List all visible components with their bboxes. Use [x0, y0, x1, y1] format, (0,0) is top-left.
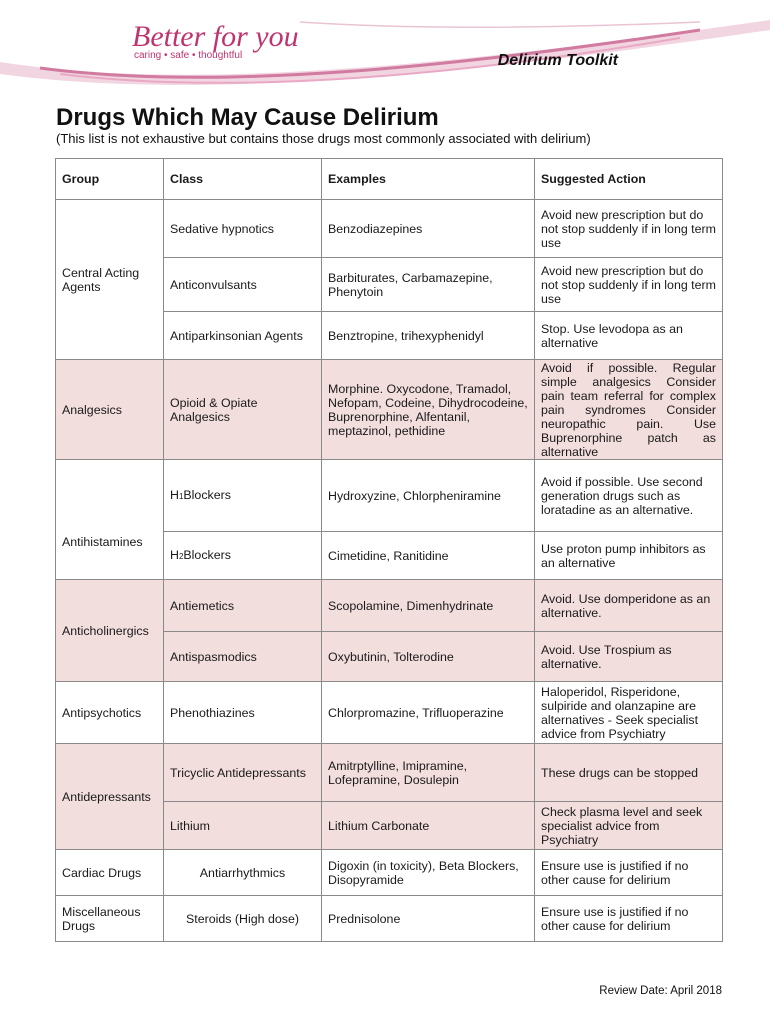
- logo: Better for you: [132, 20, 299, 53]
- group-cell: Cardiac Drugs: [56, 850, 164, 896]
- class-cell: Opioid & Opiate Analgesics: [164, 360, 322, 460]
- group-cell: Central Acting Agents: [56, 200, 164, 360]
- action-cell: Check plasma level and seek specialist advice from Psychiatry: [535, 802, 723, 850]
- class-subscript: 1: [178, 491, 184, 501]
- action-cell: Avoid. Use domperidone as an alternative.: [535, 580, 723, 632]
- class-cell: Anticonvulsants: [164, 258, 322, 312]
- action-cell: Avoid if possible. Use second generation drugs such as loratadine as an alternative.: [535, 460, 723, 532]
- group-cell: Antihistamines: [56, 460, 164, 580]
- examples-cell: Digoxin (in toxicity), Beta Blockers, Disopyramide: [322, 850, 535, 896]
- group-cell: Anticholinergics: [56, 580, 164, 682]
- header-banner: [0, 0, 770, 90]
- class-cell: [164, 460, 322, 532]
- class-cell: Lithium: [164, 802, 322, 850]
- header-swoosh: [0, 0, 770, 90]
- group-cell: Antidepressants: [56, 744, 164, 850]
- drug-table: [55, 158, 723, 942]
- class-suffix: Blockers: [183, 487, 231, 502]
- page-subtitle: (This list is not exhaustive but contains those drugs most commonly associated with delirium): [56, 131, 591, 146]
- table-row: [56, 200, 723, 258]
- table-row: [56, 580, 723, 632]
- action-cell: Use proton pump inhibitors as an alternative: [535, 532, 723, 580]
- table-header-row: [56, 159, 723, 200]
- action-cell: These drugs can be stopped: [535, 744, 723, 802]
- action-cell: Avoid new prescription but do not stop suddenly if in long term use: [535, 258, 723, 312]
- action-cell: Stop. Use levodopa as an alternative: [535, 312, 723, 360]
- examples-cell: Scopolamine, Dimenhydrinate: [322, 580, 535, 632]
- class-prefix: H: [170, 487, 179, 502]
- examples-cell: Lithium Carbonate: [322, 802, 535, 850]
- action-cell: Ensure use is justified if no other cause for delirium: [535, 896, 723, 942]
- examples-cell: Oxybutinin, Tolterodine: [322, 632, 535, 682]
- class-cell: Antiparkinsonian Agents: [164, 312, 322, 360]
- action-cell: Ensure use is justified if no other cause for delirium: [535, 850, 723, 896]
- header-action: Suggested Action: [535, 159, 723, 200]
- examples-cell: Benztropine, trihexyphenidyl: [322, 312, 535, 360]
- action-cell: Avoid. Use Trospium as alternative.: [535, 632, 723, 682]
- group-cell: Antipsychotics: [56, 682, 164, 744]
- examples-cell: Cimetidine, Ranitidine: [322, 532, 535, 580]
- toolkit-label: Delirium Toolkit: [497, 52, 618, 69]
- examples-cell: Hydroxyzine, Chlorpheniramine: [322, 460, 535, 532]
- action-cell: Avoid if possible. Regular simple analgesics Consider pain team referral for complex pain syndromes Consider neuropathic pain. Use Buprenorphine patch as alternative: [535, 360, 723, 460]
- group-cell: Analgesics: [56, 360, 164, 460]
- examples-cell: Morphine. Oxycodone, Tramadol, Nefopam, Codeine, Dihydrocodeine, Buprenorphine, Alfentanil, meptazinol, pethidine: [322, 360, 535, 460]
- class-prefix: H: [170, 547, 179, 562]
- logo-tagline: caring • safe • thoughtful: [134, 50, 243, 61]
- table-row: [56, 682, 723, 744]
- review-date: Review Date: April 2018: [599, 985, 722, 997]
- class-cell: Antiemetics: [164, 580, 322, 632]
- class-suffix: Blockers: [183, 547, 231, 562]
- header-group: Group: [56, 159, 164, 200]
- table-row: [56, 460, 723, 532]
- group-cell: Miscellaneous Drugs: [56, 896, 164, 942]
- examples-cell: Prednisolone: [322, 896, 535, 942]
- header-class: Class: [164, 159, 322, 200]
- examples-cell: Amitrptylline, Imipramine, Lofepramine, Dosulepin: [322, 744, 535, 802]
- class-subscript: 2: [178, 551, 184, 561]
- examples-cell: Barbiturates, Carbamazepine, Phenytoin: [322, 258, 535, 312]
- examples-cell: Chlorpromazine, Trifluoperazine: [322, 682, 535, 744]
- class-cell: Antiarrhythmics: [164, 850, 322, 896]
- class-cell: [164, 532, 322, 580]
- page-title: Drugs Which May Cause Delirium: [56, 104, 439, 131]
- class-cell: Sedative hypnotics: [164, 200, 322, 258]
- examples-cell: Benzodiazepines: [322, 200, 535, 258]
- action-cell: Haloperidol, Risperidone, sulpiride and olanzapine are alternatives - Seek specialist advice from Psychiatry: [535, 682, 723, 744]
- header-examples: Examples: [322, 159, 535, 200]
- class-cell: Phenothiazines: [164, 682, 322, 744]
- table-row: [56, 850, 723, 896]
- class-cell: Antispasmodics: [164, 632, 322, 682]
- class-cell: Steroids (High dose): [164, 896, 322, 942]
- table-row: [56, 896, 723, 942]
- table-row: [56, 744, 723, 802]
- class-cell: Tricyclic Antidepressants: [164, 744, 322, 802]
- action-cell: Avoid new prescription but do not stop suddenly if in long term use: [535, 200, 723, 258]
- table-row: [56, 360, 723, 460]
